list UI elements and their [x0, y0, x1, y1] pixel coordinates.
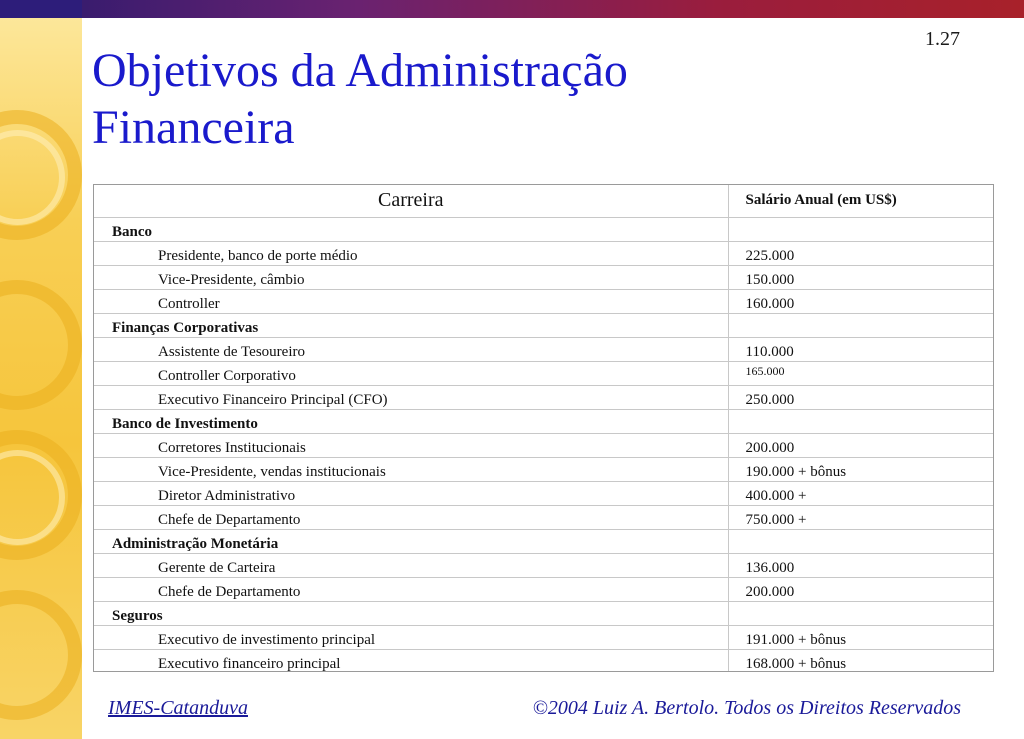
- table-header-row: [94, 185, 994, 217]
- category-label: Administração Monetária: [94, 529, 728, 553]
- career-label: Assistente de Tesoureiro: [94, 337, 728, 361]
- category-label: Seguros: [94, 601, 728, 625]
- salary-value: 750.000 +: [728, 505, 994, 529]
- career-label: Executivo Financeiro Principal (CFO): [94, 385, 728, 409]
- salary-value: 200.000: [728, 433, 994, 457]
- column-header-salary: Salário Anual (em US$): [728, 185, 994, 217]
- table-row: [94, 625, 994, 649]
- category-label: Finanças Corporativas: [94, 313, 728, 337]
- salary-table: [93, 184, 994, 672]
- salary-value: 136.000: [728, 553, 994, 577]
- salary-value: 200.000: [728, 577, 994, 601]
- career-label: Corretores Institucionais: [94, 433, 728, 457]
- career-label: Vice-Presidente, câmbio: [94, 265, 728, 289]
- table-category-row: [94, 313, 994, 337]
- salary-value: [728, 313, 994, 337]
- table-row: [94, 649, 994, 672]
- table-row: [94, 265, 994, 289]
- gear-decoration-icon: [0, 280, 82, 410]
- career-label: Diretor Administrativo: [94, 481, 728, 505]
- table-row: [94, 337, 994, 361]
- salary-value: 160.000: [728, 289, 994, 313]
- career-label: Vice-Presidente, vendas institucionais: [94, 457, 728, 481]
- table-category-row: [94, 529, 994, 553]
- title-line-2: Financeira: [92, 101, 295, 154]
- table-category-row: [94, 409, 994, 433]
- salary-value: [728, 601, 994, 625]
- category-label: Banco de Investimento: [94, 409, 728, 433]
- career-label: Chefe de Departamento: [94, 577, 728, 601]
- salary-value: 250.000: [728, 385, 994, 409]
- salary-value: [728, 409, 994, 433]
- salary-value: 190.000 + bônus: [728, 457, 994, 481]
- salary-value: 225.000: [728, 241, 994, 265]
- salary-value: 168.000 + bônus: [728, 649, 994, 672]
- title-line-1: Objetivos da Administração: [92, 44, 628, 97]
- career-label: Executivo de investimento principal: [94, 625, 728, 649]
- table-category-row: [94, 217, 994, 241]
- table-row: [94, 361, 994, 385]
- footer-institution-link[interactable]: IMES-Catanduva: [108, 697, 248, 719]
- top-left-corner-block: [0, 0, 82, 18]
- table-row: [94, 457, 994, 481]
- table-row: [94, 505, 994, 529]
- footer-copyright: ©2004 Luiz A. Bertolo. Todos os Direitos Reservados: [532, 697, 961, 719]
- salary-value: [728, 529, 994, 553]
- decorative-side-strip: [0, 0, 82, 739]
- salary-value: 110.000: [728, 337, 994, 361]
- career-label: Gerente de Carteira: [94, 553, 728, 577]
- career-label: Chefe de Departamento: [94, 505, 728, 529]
- category-label: Banco: [94, 217, 728, 241]
- table-row: [94, 433, 994, 457]
- salary-value: 165.000: [728, 361, 994, 385]
- career-label: Controller: [94, 289, 728, 313]
- table-row: [94, 385, 994, 409]
- table-category-row: [94, 601, 994, 625]
- table-row: [94, 553, 994, 577]
- career-label: Presidente, banco de porte médio: [94, 241, 728, 265]
- salary-value: 191.000 + bônus: [728, 625, 994, 649]
- career-label: Controller Corporativo: [94, 361, 728, 385]
- column-header-career: Carreira: [94, 185, 728, 217]
- salary-value: 150.000: [728, 265, 994, 289]
- top-decorative-bar: [0, 0, 1024, 18]
- table-row: [94, 241, 994, 265]
- table-row: [94, 577, 994, 601]
- table-row: [94, 481, 994, 505]
- slide-title: [92, 42, 892, 156]
- table-row: [94, 289, 994, 313]
- career-label: Executivo financeiro principal: [94, 649, 728, 672]
- gear-decoration-icon: [0, 590, 82, 720]
- salary-value: 400.000 +: [728, 481, 994, 505]
- slide-number: 1.27: [925, 28, 960, 50]
- salary-value: [728, 217, 994, 241]
